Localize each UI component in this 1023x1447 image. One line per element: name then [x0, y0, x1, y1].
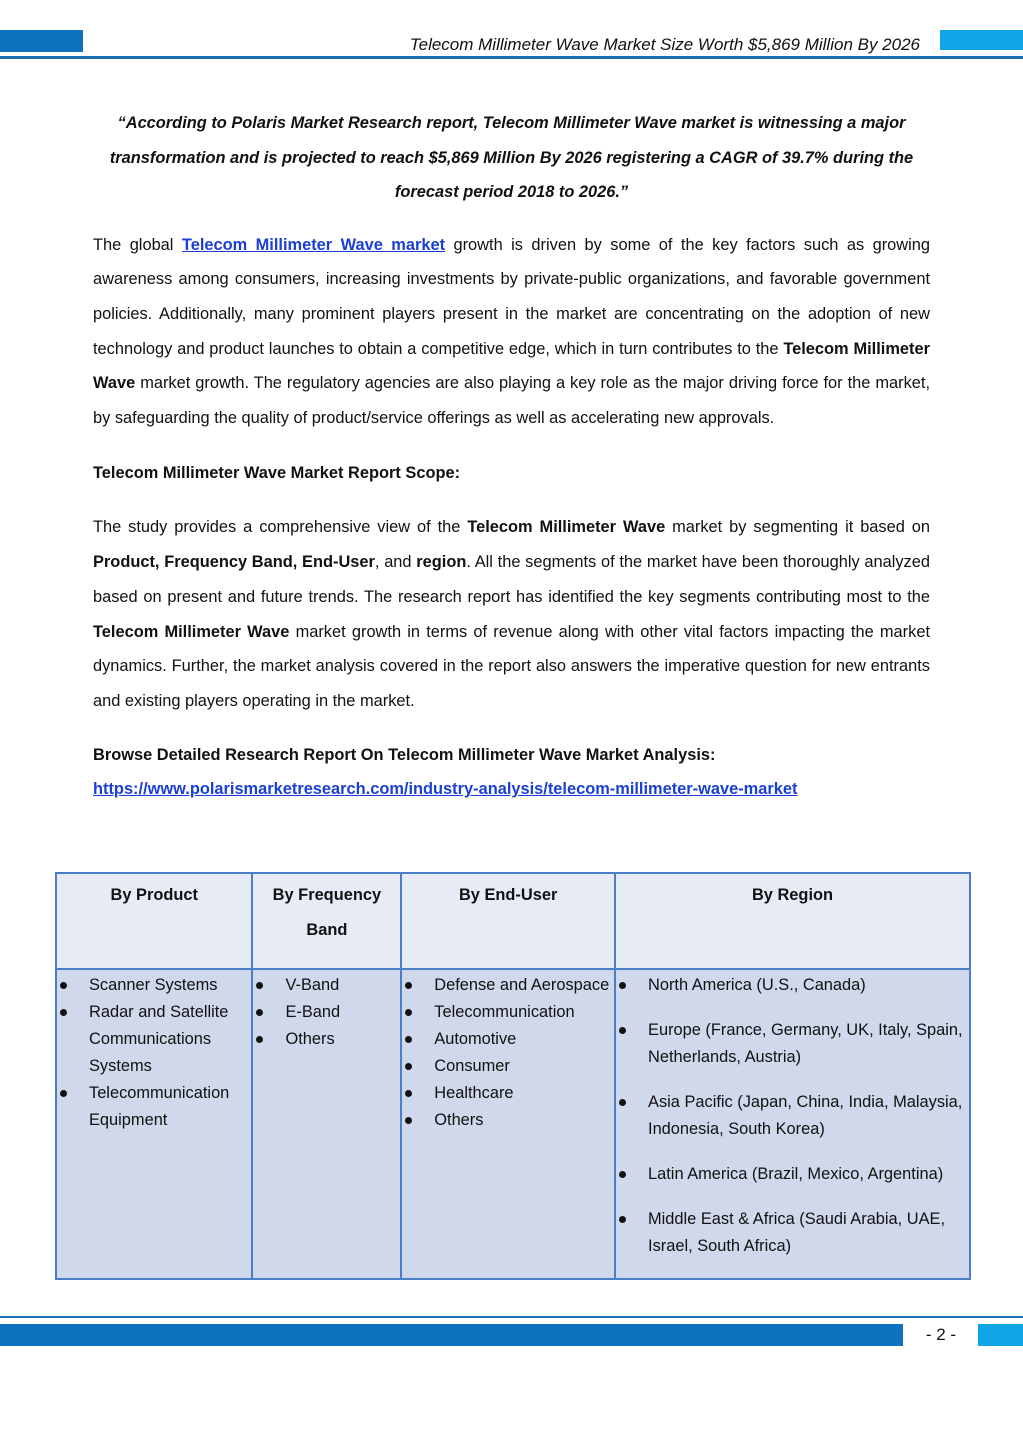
product-list: [57, 972, 251, 1134]
list-item: Consumer: [402, 1053, 614, 1080]
list-item: Healthcare: [402, 1080, 614, 1107]
footer-rule: [0, 1316, 1023, 1318]
report-url-link[interactable]: https://www.polarismarketresearch.com/industry-analysis/telecom-millimeter-wave-market: [93, 780, 798, 799]
header-by-product: By Product: [56, 873, 252, 969]
market-link[interactable]: Telecom Millimeter Wave market: [181, 235, 446, 254]
list-item: Automotive: [402, 1026, 614, 1053]
list-item: Others: [402, 1107, 614, 1134]
list-item: Others: [253, 1026, 400, 1053]
list-item: Telecommunication Equipment: [57, 1080, 251, 1134]
scope-bold-3: region: [416, 553, 467, 572]
list-item: Scanner Systems: [57, 972, 251, 999]
end-user-cell: [401, 969, 615, 1279]
list-item: Latin America (Brazil, Mexico, Argentina): [616, 1161, 969, 1188]
product-cell: [56, 969, 252, 1279]
page-header-title: Telecom Millimeter Wave Market Size Worth $5,869 Million By 2026: [409, 35, 920, 54]
region-list: [616, 972, 969, 1260]
scope-text-2: market by segmenting it based on: [665, 518, 931, 537]
intro-text-1: The global: [93, 235, 182, 254]
end-user-list: [402, 972, 614, 1134]
header-by-region: By Region: [615, 873, 970, 969]
list-item: Radar and Satellite Communications Systems: [57, 999, 251, 1080]
scope-text-1: The study provides a comprehensive view of the: [93, 518, 468, 537]
browse-heading: Browse Detailed Research Report On Telecom Millimeter Wave Market Analysis:: [93, 745, 716, 764]
footer-right-bar: [978, 1324, 1023, 1346]
scope-bold-4: Telecom Millimeter Wave: [93, 622, 290, 641]
list-item: Defense and Aerospace: [402, 972, 614, 999]
header-by-frequency-band: By Frequency Band: [252, 873, 401, 969]
intro-text-3: market growth. The regulatory agencies are also playing a key role as the major driving force for the market, by safeguarding the quality of product/service offerings as well as accelerating new approvals.: [93, 374, 930, 428]
scope-text-4: . All the segments of the market have been thoroughly analyzed based on present and future trends. The research report has identified the key segments contributing most to the: [93, 553, 930, 606]
scope-bold-2: Product, Frequency Band, End-User: [93, 553, 375, 572]
list-item: Europe (France, Germany, UK, Italy, Spain, Netherlands, Austria): [616, 1017, 969, 1071]
document-body: [93, 106, 930, 807]
browse-url-line: [93, 772, 930, 807]
footer-left-bar: [0, 1324, 903, 1346]
scope-heading: Telecom Millimeter Wave Market Report Scope:: [93, 463, 461, 482]
table-row: [56, 969, 970, 1279]
table-header-row: [56, 873, 970, 969]
scope-paragraph: [93, 510, 930, 718]
frequency-list: [253, 972, 400, 1053]
list-item: Asia Pacific (Japan, China, India, Malaysia, Indonesia, South Korea): [616, 1089, 969, 1143]
list-item: E-Band: [253, 999, 400, 1026]
list-item: Telecommunication: [402, 999, 614, 1026]
list-item: V-Band: [253, 972, 400, 999]
header-right-bar: [940, 30, 1023, 50]
intro-bold-1: Telecom Millimeter Wave: [93, 339, 930, 393]
scope-text-5: market growth in terms of revenue along with other vital factors impacting the market dynamics. Further, the market analysis covered in the report also answers the imperative question for new entrants and existing players operating in the market.: [93, 622, 930, 710]
press-quote: “According to Polaris Market Research report, Telecom Millimeter Wave market is witnessing a major transformation and is projected to reach $5,869 Million By 2026 registering a CAGR of 39.7% during the forecast period 2018 to 2026.”: [109, 114, 914, 201]
header-by-end-user: By End-User: [401, 873, 615, 969]
intro-paragraph: [93, 228, 930, 436]
list-item: North America (U.S., Canada): [616, 972, 969, 999]
frequency-cell: [252, 969, 401, 1279]
region-cell: [615, 969, 970, 1279]
header-rule: [0, 56, 1023, 59]
list-item: Middle East & Africa (Saudi Arabia, UAE, Israel, South Africa): [616, 1206, 969, 1260]
segmentation-table: [55, 872, 971, 1280]
scope-text-3: , and: [374, 553, 417, 572]
scope-bold-1: Telecom Millimeter Wave: [467, 518, 666, 537]
intro-text-2: growth is driven by some of the key factors such as growing awareness among consumers, increasing investments by private-public organizations, and favorable government policies. Additionally, many prominent players present in the market are concentrating on the adoption of new technology and product launches to obtain a competitive edge, which in turn contributes to the: [93, 235, 931, 358]
page-number: - 2 -: [925, 1325, 957, 1344]
header-left-bar: [0, 30, 83, 52]
